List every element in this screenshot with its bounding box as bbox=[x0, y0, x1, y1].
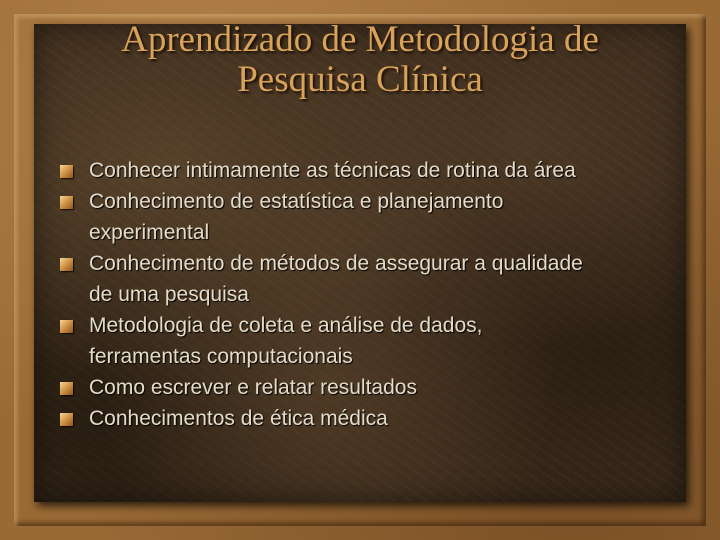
bullet-line: Conhecimentos de ética médica bbox=[89, 407, 388, 430]
bullet-item bbox=[58, 403, 678, 434]
bullet-list bbox=[58, 155, 678, 434]
bullet-line: Conhecimento de estatística e planejamento bbox=[89, 190, 504, 213]
bullet-item bbox=[58, 155, 678, 186]
bullet-item bbox=[58, 372, 678, 403]
square-bullet-icon bbox=[60, 258, 73, 271]
bullet-line: ferramentas computacionais bbox=[89, 345, 353, 368]
bullet-line: Conhecer intimamente as técnicas de rotina da área bbox=[89, 159, 576, 182]
title-line-1: Aprendizado de Metodologia de bbox=[121, 19, 599, 60]
square-bullet-icon bbox=[60, 382, 73, 395]
bullet-line: de uma pesquisa bbox=[89, 283, 249, 306]
bullet-line: Metodologia de coleta e análise de dados, bbox=[89, 314, 483, 337]
square-bullet-icon bbox=[60, 320, 73, 333]
bullet-line: Como escrever e relatar resultados bbox=[89, 376, 417, 399]
square-bullet-icon bbox=[60, 196, 73, 209]
bullet-item bbox=[58, 310, 678, 372]
bullet-line: experimental bbox=[89, 221, 210, 244]
title-line-2: Pesquisa Clínica bbox=[237, 59, 483, 100]
square-bullet-icon bbox=[60, 165, 73, 178]
slide-title bbox=[0, 20, 720, 100]
bullet-item bbox=[58, 248, 678, 310]
bullet-line: Conhecimento de métodos de assegurar a qualidade bbox=[89, 252, 583, 275]
bullet-item bbox=[58, 186, 678, 248]
square-bullet-icon bbox=[60, 413, 73, 426]
